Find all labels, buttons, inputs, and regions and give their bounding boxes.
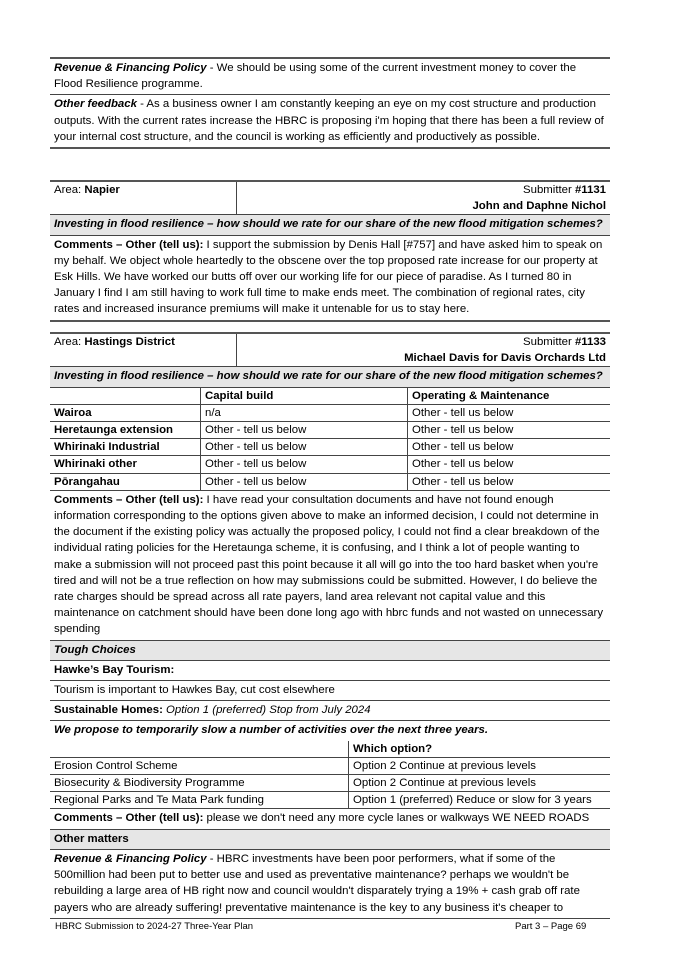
scheme-name: Whirinaki other — [54, 458, 137, 471]
schemes-table — [50, 388, 610, 491]
activity-name: Erosion Control Scheme — [54, 759, 178, 772]
table-row — [50, 422, 610, 439]
scheme-name: Whirinaki Industrial — [54, 441, 160, 454]
flood-question: Investing in flood resilience – how should we rate for our share of the new flood mitigation schemes? — [50, 215, 610, 235]
table-row — [50, 757, 610, 774]
scheme-capital: Other - tell us below — [201, 456, 408, 473]
revenue-policy-text: - We should be using some of the current investment money to cover the Flood Resilience programme. — [54, 62, 577, 91]
other-feedback-row — [50, 95, 610, 149]
tough-choices-heading: Tough Choices — [50, 641, 610, 661]
comments-row — [50, 236, 610, 322]
footer-right: Part 3 – Page 69 — [515, 921, 587, 932]
footer-left: HBRC Submission to 2024-27 Three-Year Plan — [55, 921, 254, 932]
table-row — [50, 456, 610, 473]
activity-option: Option 2 Continue at previous levels — [349, 757, 611, 774]
other-feedback-text: - As a business owner I am constantly keeping an eye on my cost structure and production outputs. With the current rates increase the HBRC is proposing i'm hoping that there has been a full review of your internal cost structure, and the council is working as efficiently and productively as possible. — [54, 98, 604, 143]
area-cell: Area: Hastings District — [50, 334, 237, 367]
flood-question: Investing in flood resilience – how should we rate for our share of the new flood mitigation schemes? — [50, 367, 610, 387]
scheme-name: Heretaunga extension — [54, 424, 174, 437]
comments2-text: please we don't need any more cycle lanes or walkways WE NEED ROADS — [203, 812, 590, 825]
area-value: Napier — [84, 184, 120, 196]
submission-header — [50, 334, 610, 367]
table-row — [50, 775, 610, 792]
activities-table — [50, 741, 610, 810]
scheme-name: Pōrangahau — [54, 475, 120, 488]
submitter-cell: Submitter #1133 Michael Davis for Davis Orchards Ltd — [404, 336, 606, 365]
scheme-ops: Other - tell us below — [408, 439, 611, 456]
scheme-capital: Other - tell us below — [201, 439, 408, 456]
scheme-name: Wairoa — [54, 406, 92, 419]
scheme-capital: Other - tell us below — [201, 473, 408, 490]
col-ops-header: Operating & Maintenance — [408, 388, 611, 405]
activity-option: Option 2 Continue at previous levels — [349, 775, 611, 792]
sustainable-label: Sustainable Homes: — [54, 704, 163, 717]
which-option-header: Which option? — [349, 741, 611, 758]
other-matters-heading: Other matters — [50, 830, 610, 850]
comments2-row — [50, 809, 610, 829]
submission-header — [50, 182, 610, 215]
scheme-capital: Other - tell us below — [201, 422, 408, 439]
activity-name: Biosecurity & Biodiversity Programme — [54, 777, 245, 790]
revenue-policy-row — [50, 850, 610, 919]
submitter-name: Michael Davis for Davis Orchards Ltd — [404, 352, 606, 365]
scheme-ops: Other - tell us below — [408, 422, 611, 439]
scheme-ops: Other - tell us below — [408, 473, 611, 490]
revenue-policy-text: - HBRC investments have been poor performers, what if some of the 500million had been put to better use and used as preventative maintenance? perhaps we wouldn't be rebuilding a large area of HB right now and council wouldn't disparately trying a 19% + cash grab off rate payers who are already suffering! preventative maintenance is the key to any business it's cheaper to — [54, 852, 580, 914]
comments2-label: Comments – Other (tell us): — [54, 812, 204, 825]
tourism-label: Hawke’s Bay Tourism: — [54, 663, 175, 676]
submitter-number: #1133 — [574, 336, 606, 348]
area-cell: Area: Napier — [50, 182, 237, 215]
scheme-capital: n/a — [201, 404, 408, 421]
col-capital-header: Capital build — [201, 388, 408, 405]
comments-text: I support the submission by Denis Hall [#757] and have asked him to speak on my behalf. We object whole heartedly to the obscene over the top proposed rate increase for our property at Esk Hills. We have worked our butts off over our working life for our piece of paradise. As I turned 80 in January I find I am still having to work full time to make ends meet. The combination of regional rates, city rates and increased insurance premiums will make it untenable for us to stay here. — [54, 238, 603, 316]
revenue-policy-label: Revenue & Financing Policy — [54, 62, 207, 74]
area-value: Hastings District — [84, 336, 175, 348]
scheme-ops: Other - tell us below — [408, 456, 611, 473]
comments-label: Comments – Other (tell us): — [54, 493, 204, 506]
table-row — [50, 792, 610, 809]
other-feedback-label: Other feedback — [54, 98, 137, 111]
submitter-cell: Submitter #1131 John and Daphne Nichol — [472, 184, 606, 213]
slow-activities-question: We propose to temporarily slow a number of activities over the next three years. — [54, 724, 489, 737]
table-row — [50, 439, 610, 456]
revenue-policy-label: Revenue & Financing Policy — [54, 852, 207, 865]
comments-label: Comments – Other (tell us): — [54, 238, 204, 251]
activity-option: Option 1 (preferred) Reduce or slow for 3 years — [349, 792, 611, 809]
table-row — [50, 473, 610, 490]
submission-1131 — [50, 180, 610, 322]
continued-section — [50, 57, 610, 149]
table-row — [50, 404, 610, 421]
activity-name: Regional Parks and Te Mata Park funding — [54, 794, 265, 807]
submission-1133 — [50, 332, 610, 919]
submitter-name: John and Daphne Nichol — [472, 200, 606, 213]
comments-row — [50, 491, 610, 641]
tourism-text: Tourism is important to Hawkes Bay, cut cost elsewhere — [50, 680, 610, 701]
comments-text: I have read your consultation documents and have not found enough information corresponding to the options given above to make an informed decision, I could not determine in the document if the existing policy was actually the proposed policy, I could not find a clear breakdown of the individual rating policies for the Heretaunga scheme, it is confusing, and I think a lot of people wanting to make a submission will not proceed past this point because it all will go into the too hard basket when you're tired and will not be a true reflection on how may submissions could be submitted. However, I do believe the rate charges should be spread across all rate payers, land area relevant not capital value and this maintenance on catchment should have been done long ago with hbrc funds and not wasted on unnecessary spending — [54, 493, 604, 636]
sustainable-text: Option 1 (preferred) Stop from July 2024 — [166, 704, 371, 717]
submitter-number: #1131 — [574, 184, 606, 196]
sustainable-homes-row — [50, 701, 610, 721]
revenue-policy-row — [50, 59, 610, 95]
scheme-ops: Other - tell us below — [408, 404, 611, 421]
